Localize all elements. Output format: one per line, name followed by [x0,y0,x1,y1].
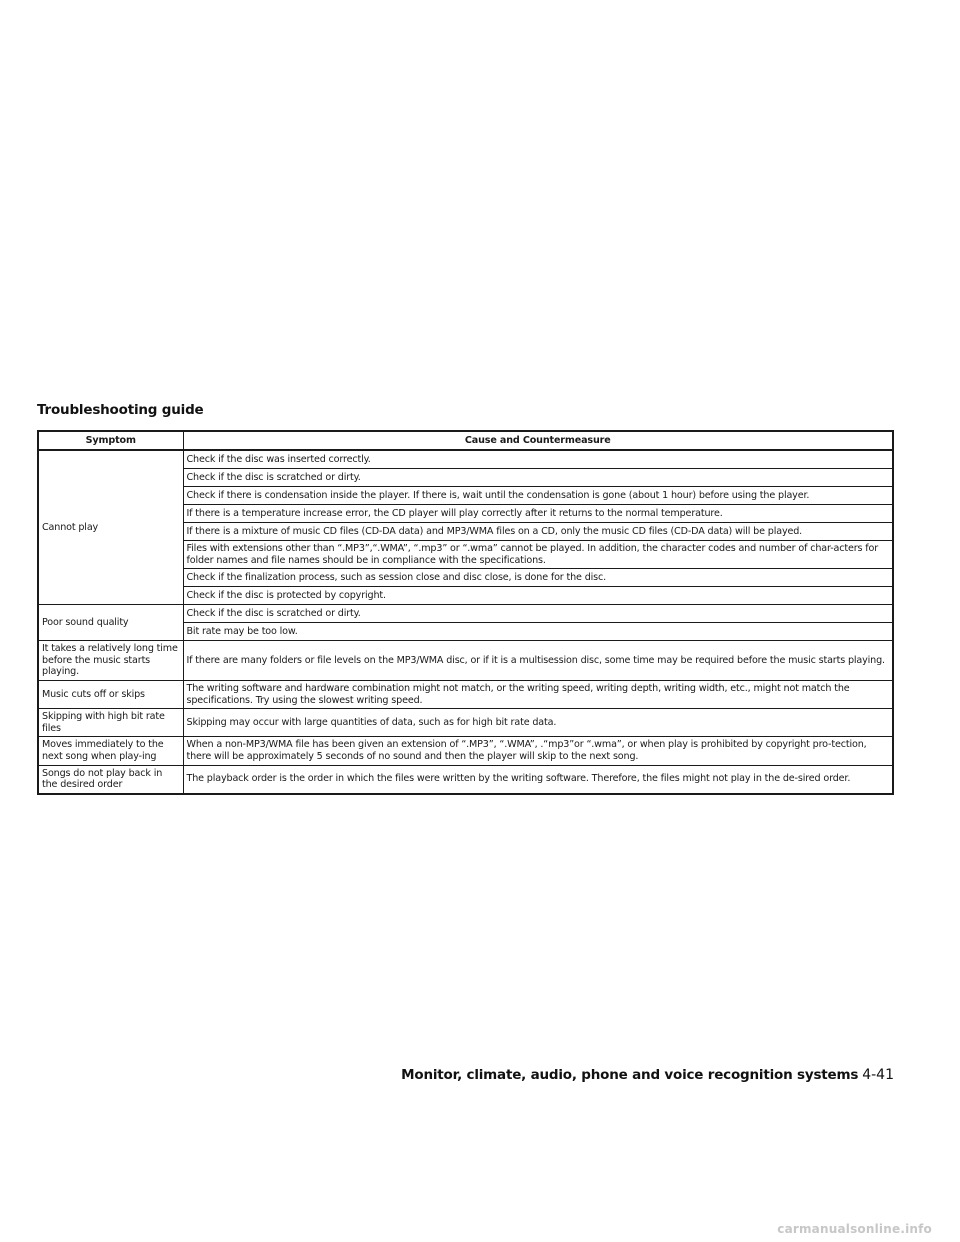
watermark: carmanualsonline.info [777,1222,932,1236]
column-header-symptom: Symptom [38,431,183,450]
table-header-row [38,431,893,450]
cause-cell: When a non-MP3/WMA file has been given an extension of “.MP3”, “.WMA”, .“mp3”or “.wma”, or when play is prohibited by copyright pro-tection, there will be approximately 5 seconds of no sound and then the player will skip to the next song. [183,737,893,765]
table-row [38,709,893,737]
table-row [38,605,893,623]
cause-cell: Check if the finalization process, such as session close and disc close, is done for the disc. [183,569,893,587]
table-row [38,450,893,469]
symptom-cell: It takes a relatively long time before the music starts playing. [38,641,183,681]
cause-cell: If there is a mixture of music CD files (CD-DA data) and MP3/WMA files on a CD, only the music CD files (CD-DA data) will be played. [183,523,893,541]
table-row [38,737,893,765]
cause-cell: Check if the disc was inserted correctly. [183,450,893,469]
section-title: Troubleshooting guide [37,402,204,418]
symptom-cell: Music cuts off or skips [38,680,183,708]
symptom-cell: Cannot play [38,450,183,605]
cause-cell: If there is a temperature increase error, the CD player will play correctly after it returns to the normal temperature. [183,505,893,523]
cause-cell: Skipping may occur with large quantities of data, such as for high bit rate data. [183,709,893,737]
symptom-cell: Skipping with high bit rate files [38,709,183,737]
table-row [38,641,893,681]
column-header-cause: Cause and Countermeasure [183,431,893,450]
cause-cell: If there are many folders or file levels on the MP3/WMA disc, or if it is a multisession disc, some time may be required before the music starts playing. [183,641,893,681]
cause-cell: The writing software and hardware combination might not match, or the writing speed, writing depth, writing width, etc., might not match the specifications. Try using the slowest writing speed. [183,680,893,708]
symptom-cell: Songs do not play back in the desired order [38,765,183,794]
symptom-cell: Poor sound quality [38,605,183,641]
cause-cell: Check if the disc is scratched or dirty. [183,605,893,623]
cause-cell: Bit rate may be too low. [183,623,893,641]
footer-section-title: Monitor, climate, audio, phone and voice recognition systems [401,1067,859,1083]
table-row [38,680,893,708]
page-number: 4-41 [862,1067,894,1083]
cause-cell: Check if there is condensation inside the player. If there is, wait until the condensation is gone (about 1 hour) before using the player. [183,487,893,505]
cause-cell: The playback order is the order in which the files were written by the writing software. Therefore, the files might not play in the de-sired order. [183,765,893,794]
cause-cell: Check if the disc is protected by copyright. [183,587,893,605]
troubleshooting-table [37,430,894,795]
table-row [38,765,893,794]
cause-cell: Files with extensions other than “.MP3”,“.WMA”, “.mp3” or “.wma” cannot be played. In addition, the character codes and number of char-acters for folder names and file names should be in compliance with the specifications. [183,541,893,569]
page-footer [401,1064,894,1083]
cause-cell: Check if the disc is scratched or dirty. [183,469,893,487]
symptom-cell: Moves immediately to the next song when play-ing [38,737,183,765]
